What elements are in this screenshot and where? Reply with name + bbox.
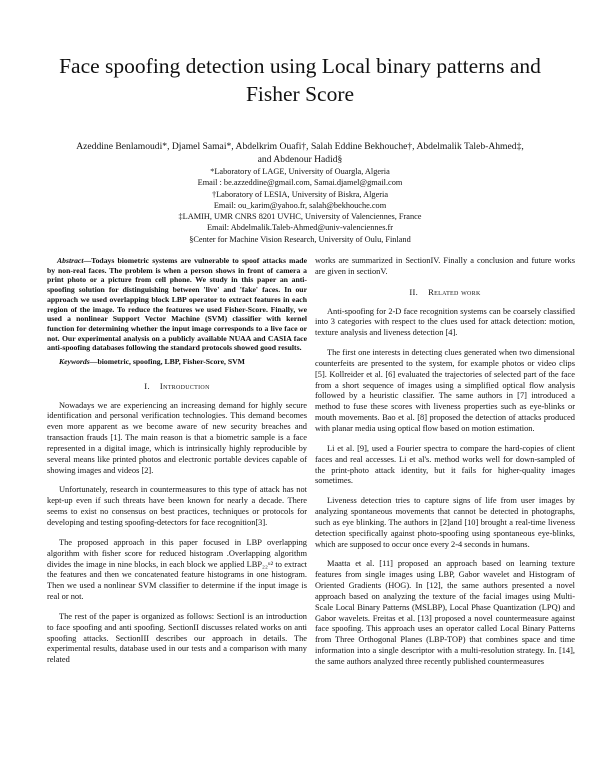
paragraph: Maatta et al. [11] proposed an approach based on learning texture features from single images using LBP, Gabor wavelet and Histogram of Oriented Gradients (HOG). In [12], the same authors presented a novel approach based on analyzing the texture of the facial images using Multi-Scale Local Binary Patterns (MSLBP), Local Phase Quantization (LPQ) and Gabor wavelets. Freitas et al. [13] proposed a novel countermeasure against face spoofing. This approach uses an operator called Local Binary Patterns from Three Orthogonal Planes (LBP-TOP) that combines space and time information into a single descriptor with a multi-resolution strategy. In. [14], the same authors analyzed three recently published countermeasures: [315, 559, 575, 666]
section-number: II.: [409, 286, 419, 297]
abstract-lead: Abstract: [57, 256, 84, 265]
paragraph: Anti-spoofing for 2-D face recognition systems can be coarsely classified into 3 categories with respect to the clues used for attack detection: motion, texture analysis and liveness detection [4].: [315, 306, 575, 338]
keywords: [47, 357, 307, 367]
authors-line-2: and Abdenour Hadid§: [257, 154, 343, 165]
author-list: [30, 140, 570, 166]
left-column: [47, 256, 307, 675]
section-number: I.: [144, 380, 150, 391]
abstract: [47, 256, 307, 353]
paragraph: Li et al. [9], used a Fourier spectra to compare the hard-copies of client faces and real accesses. Li et al's. method works well for down-sampled of the print-photo attack identity, but it fails for higher-quality images sometimes.: [315, 443, 575, 486]
right-column: [315, 256, 575, 677]
affiliation-line: ‡LAMIH, UMR CNRS 8201 UVHC, University of Valenciennes, France: [178, 212, 422, 222]
paper-title: Face spoofing detection using Local binary patterns and Fisher Score: [59, 54, 541, 106]
paragraph: Liveness detection tries to capture signs of life from user images by analyzing spontaneous movements that cannot be detected in photographs, such as eye blinking. The authors in [2]and [10] brought a real-time liveness detection specifically against photo-spoofing using spontaneous eye-blinks, which are supposed to occur once every 2-4 seconds in humans.: [315, 496, 575, 549]
section-title: Introduction: [159, 380, 210, 391]
abstract-text: —Todays biometric systems are vulnerable to spoof attacks made by non-real faces. The problem is when a person shows in front of camera a print photo or a picture from cell phone. We study in this paper an anti-spoofing solution for distinguishing between 'live' and 'fake' faces. In our approach we used overlapping block LBP operator to extract features in each region of the image. To reduce the features we used Fisher-Score. Finally, we used a nonlinear Support Vector Machine (SVM) classifier with kernel function for determining whether the input image corresponds to a live face or not. Our experimental analysis on a publicly available NUAA and CASIA face anti-spoofing databases following the standard protocols showed good results.: [47, 256, 307, 353]
affiliations: [30, 166, 570, 245]
section-heading-related-work: [315, 287, 575, 298]
affiliation-line: †Laboratory of LESIA, University of Biskra, Algeria: [211, 189, 389, 199]
paragraph: The rest of the paper is organized as follows: SectionI is an introduction to face spoofing and anti spoofing. SectionII discusses related works on anti spoofing attacks. SectionIII describes our approach in details. The experimental results, database used in our tests and a comparison with many related: [47, 611, 307, 665]
section-heading-introduction: [47, 381, 307, 392]
keywords-lead: Keywords: [59, 357, 90, 367]
affiliation-line: *Laboratory of LAGE, University of Ouargla, Algeria: [210, 167, 390, 176]
affiliation-line: Email: ou_karim@yahoo.fr, salah@bekhouche.com: [213, 200, 387, 210]
section-title: Related work: [428, 286, 481, 297]
affiliation-line: Email : be.azzeddine@gmail.com, Samai.djamel@gmail.com: [197, 178, 403, 188]
keywords-text: —biometric, spoofing, LBP, Fisher-Score, SVM: [89, 357, 245, 367]
affiliation-line: §Center for Machine Vision Research, University of Oulu, Finland: [189, 234, 411, 244]
paragraph: The first one interests in detecting clues generated when two dimensional counterfeits are presented to the system, for example photos or video clips [5]. Kollreider et al. [6] evaluated the trajectories of selected part of the face from a short sequence of images using a simplified optical flow analysis followed by a heuristic classifier. The same authors in [7] introduced a method to fuse these scores with liveness properties such as eye-blinks or mouth movements. Bao et al. [8] proposed the detection of attacks produced with planar media using optical flow based on motion estimation.: [315, 348, 575, 433]
paragraph: Unfortunately, research in countermeasures to this type of attack has not kept-up even if such threats have been known for nearly a decade. There seems to exist no consensus on best practices, techniques or protocols for developing and testing spoofing-detectors for face recognition[3].: [47, 485, 307, 528]
affiliation-line: Email: Abdelmalik.Taleb-Ahmed@univ-valenciennes.fr: [206, 223, 394, 233]
paragraph: Nowadays we are experiencing an increasing demand for highly secure identification and personal verification technologies. This demand becomes even more apparent as we become aware of new security breaches and transaction frauds [1]. The main reason is that a biometric sample is a face represented in a digital image, which is intrinsically highly reproducible by several means like printed photos and electronic portable devices capable of showing images and videos [2].: [47, 400, 307, 475]
paragraph-continued: works are summarized in SectionIV. Finally a conclusion and future works are given in sectionV.: [315, 256, 575, 276]
authors-line-1: Azeddine Benlamoudi*, Djamel Samai*, Abdelkrim Ouafi†, Salah Eddine Bekhouche†, Abdelmalik Taleb-Ahmed‡,: [76, 141, 524, 152]
paragraph: The proposed approach in this paper focused in LBP overlapping algorithm with fisher score for reduced histogram .Overlapping algorithm divides the image in nine blocks, in each block we applied LBP₂₂ᵘ² to extract the features and then we concatenated feature histograms in one histogram. Then we used a nonlinear SVM classifier to determine if the input image is real or not.: [47, 537, 307, 602]
